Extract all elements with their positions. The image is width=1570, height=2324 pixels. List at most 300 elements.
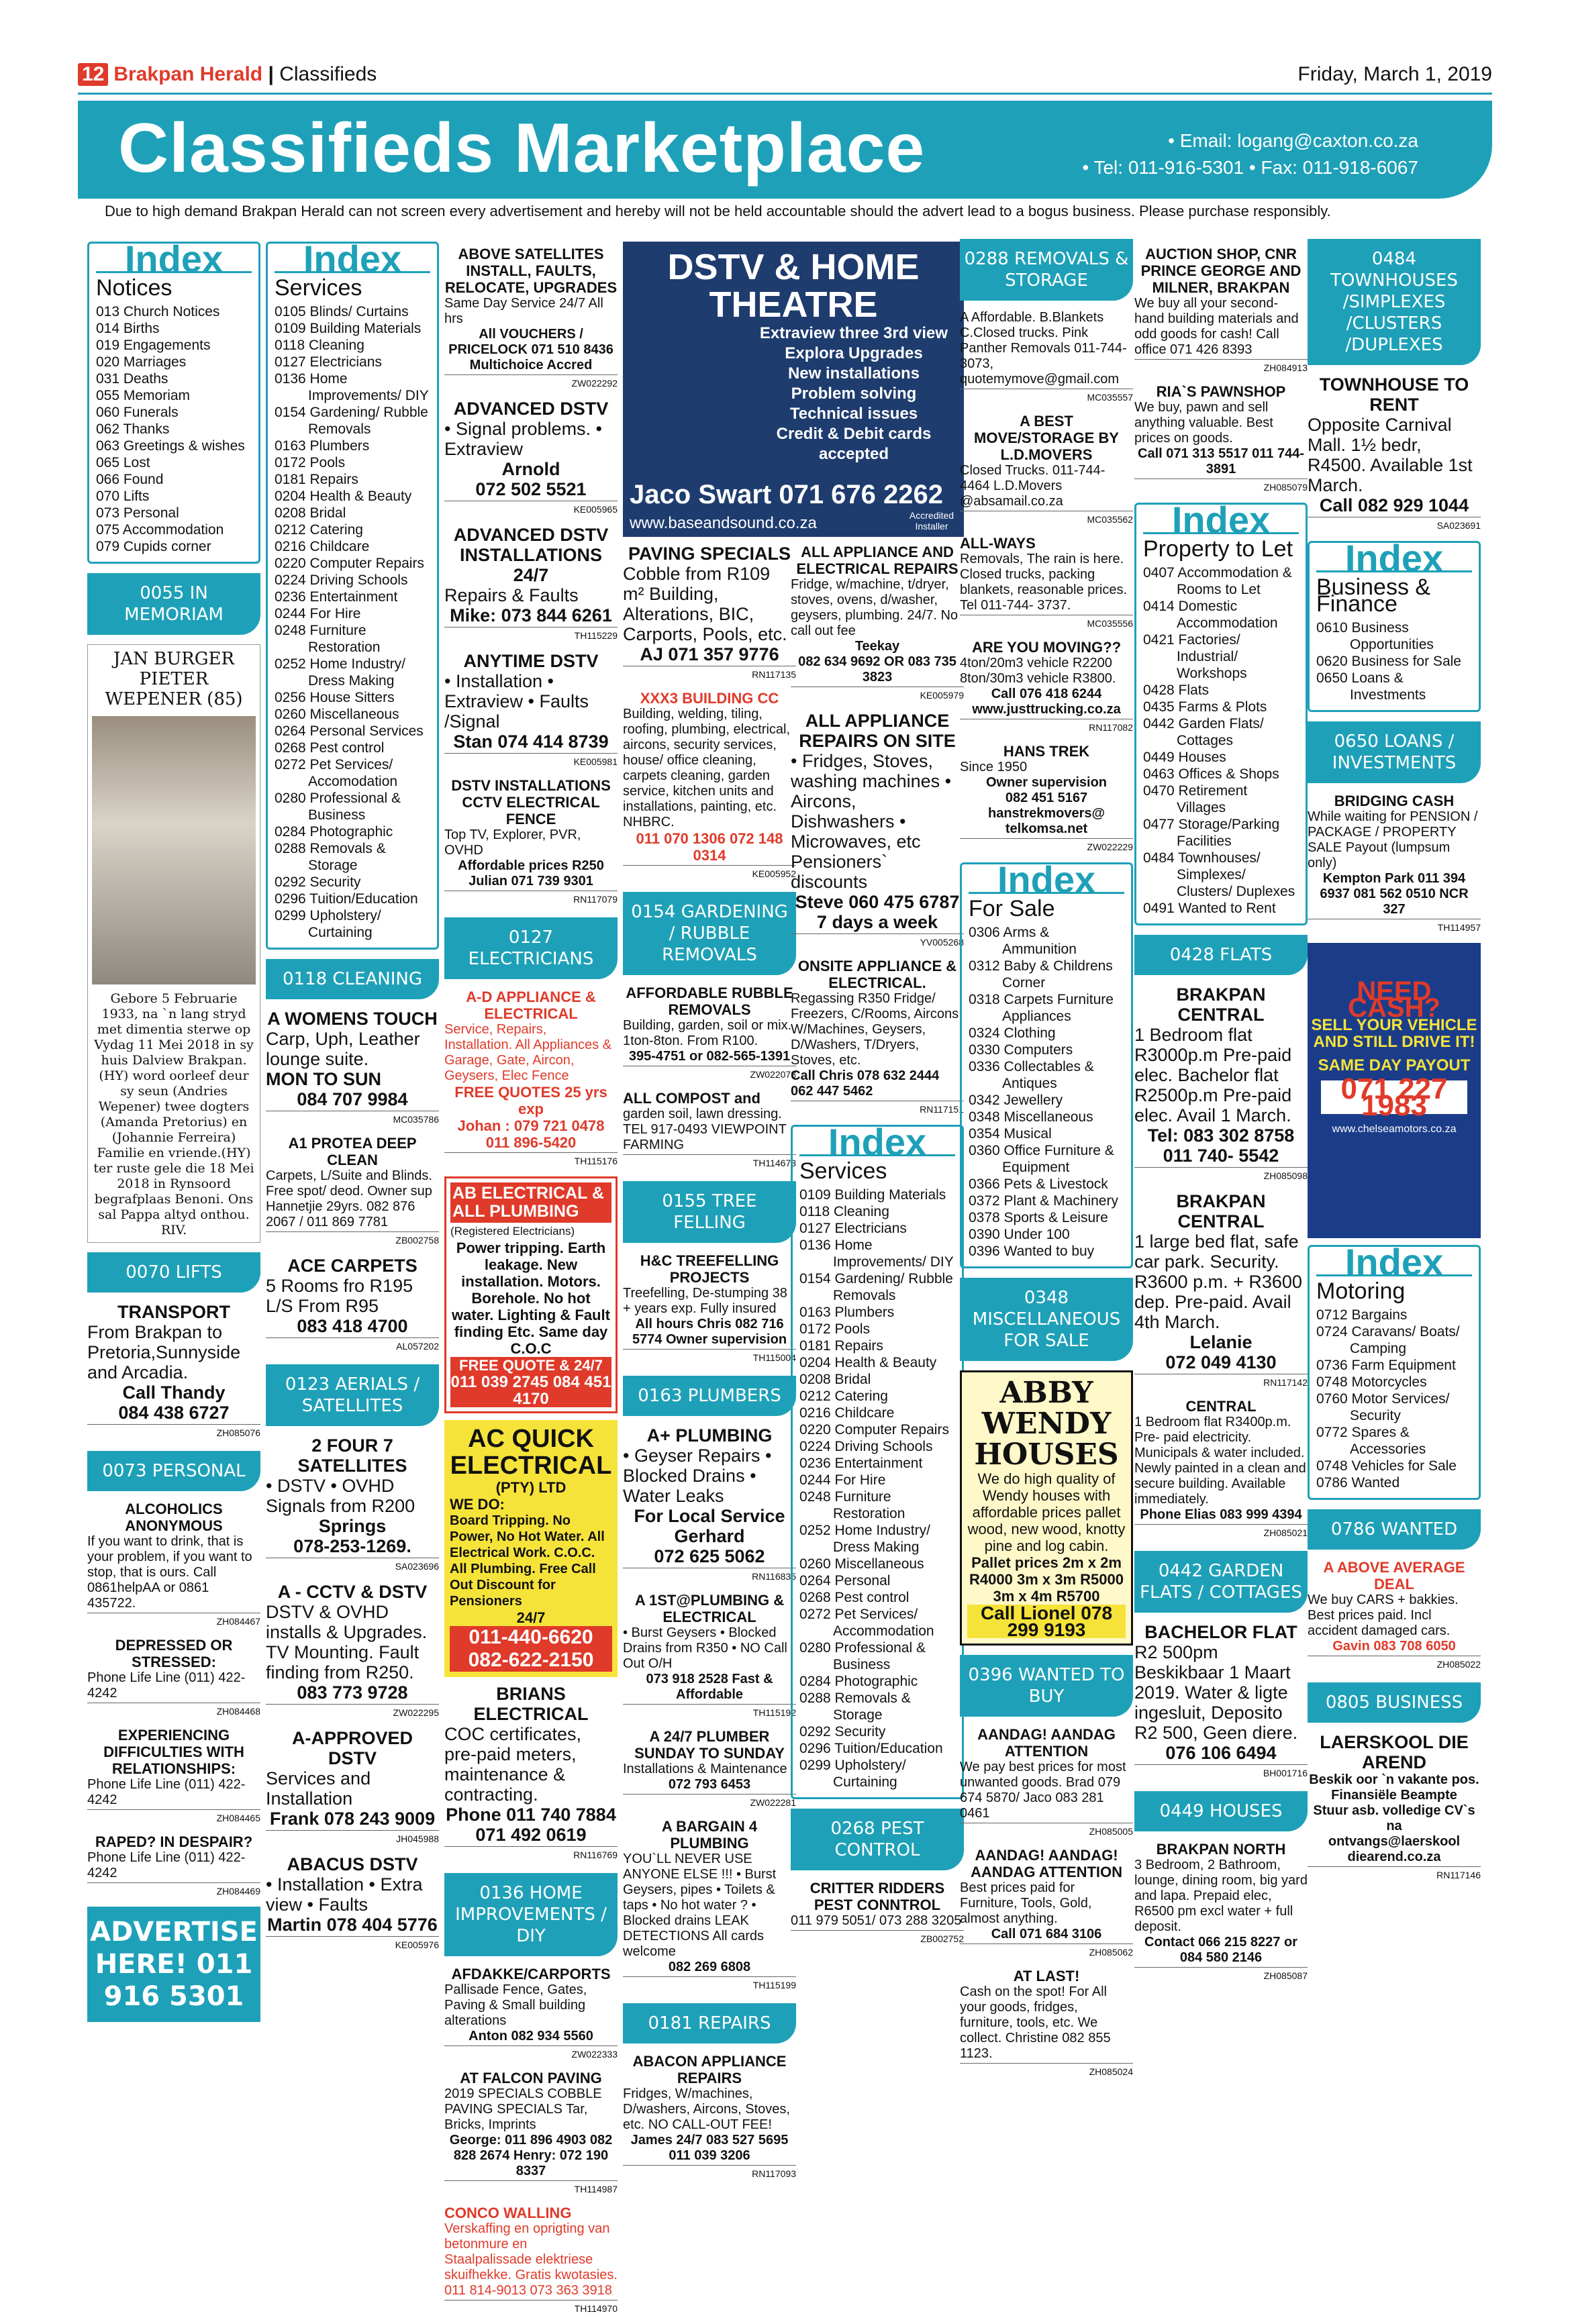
index-item[interactable]: 0105 Blinds/ Curtains — [275, 304, 409, 319]
index-item[interactable]: 0378 Sports & Leisure — [969, 1210, 1108, 1225]
ad-ref: TH115176 — [444, 1152, 618, 1170]
index-item[interactable]: 014 Births — [96, 321, 160, 336]
ad-phone: Tel: 083 302 8758 011 740- 5542 — [1147, 1125, 1295, 1166]
category-misc-for-sale[interactable]: 0348 MISCELLANEOUS FOR SALE — [960, 1278, 1133, 1361]
index-item[interactable]: 0236 Entertainment — [275, 589, 398, 605]
ad-protea — [266, 1135, 439, 1249]
index-item[interactable]: 0118 Cleaning — [799, 1204, 889, 1219]
category-repairs[interactable]: 0181 REPAIRS — [623, 2003, 796, 2043]
ad-url[interactable]: www.chelseamotors.co.za — [1332, 1123, 1457, 1135]
ad-title: ACE CARPETS — [287, 1256, 418, 1276]
ad-ref: RN117146 — [1308, 1866, 1481, 1884]
index-item[interactable]: 0292 Security — [275, 874, 361, 890]
ad-phone: 072 049 4130 — [1165, 1352, 1277, 1372]
index-for-sale — [960, 858, 1133, 1268]
index-item[interactable]: 0268 Pest control — [275, 740, 385, 756]
index-item[interactable]: 0212 Catering — [275, 522, 363, 538]
ad-ref: ZW022333 — [444, 2045, 618, 2063]
index-item[interactable]: 031 Deaths — [96, 371, 168, 387]
index-item[interactable]: 0772 Spares & Accessories — [1316, 1425, 1426, 1457]
index-services — [266, 238, 439, 950]
ad-body: Installations & Maintenance — [623, 1762, 787, 1776]
index-item[interactable]: 065 Lost — [96, 455, 150, 470]
category-lifts[interactable]: 0070 LIFTS — [87, 1252, 260, 1293]
ad-phone: Mike: 073 844 6261 — [450, 605, 612, 625]
index-item[interactable]: 0292 Security — [799, 1724, 886, 1739]
index-item[interactable]: 0712 Bargains — [1316, 1307, 1408, 1323]
ad-ref: ZW022292 — [444, 374, 618, 392]
index-item[interactable]: 019 Engagements — [96, 338, 211, 353]
category-plumbers[interactable]: 0163 PLUMBERS — [623, 1376, 796, 1416]
memoriam-name: JAN BURGER PIETER WEPENER (85) — [105, 649, 243, 709]
index-item[interactable]: 0610 Business Opportunities — [1316, 620, 1434, 652]
ad-title: A+ PLUMBING — [646, 1425, 773, 1446]
ad-title: ARE YOU MOVING?? — [971, 639, 1122, 656]
index-item[interactable]: 0296 Tuition/Education — [275, 891, 418, 907]
ad-ref: RN117142 — [1134, 1374, 1308, 1391]
index-item[interactable]: 0284 Photographic — [275, 824, 393, 840]
ad-abby-wendy — [960, 1370, 1133, 1646]
index-motoring-title: Motoring — [1316, 1278, 1406, 1304]
category-townhouses[interactable]: 0484 TOWNHOUSES /SIMPLEXES /CLUSTERS /DUPLEXES — [1308, 239, 1481, 365]
ad-ref: RN116769 — [444, 1846, 618, 1864]
ad-ref: RN117135 — [623, 666, 796, 683]
advertise-here-banner[interactable]: ADVERTISE HERE! 011 916 5301 — [87, 1907, 260, 2022]
index-item[interactable]: 0449 Houses — [1143, 750, 1226, 765]
ad-url[interactable]: www.baseandsound.co.za — [630, 514, 817, 532]
ad-body: COC certificates, pre-paid meters, maintenance & contracting. — [444, 1724, 582, 1805]
ad-phone: George: 011 896 4903 082 828 2674 Henry: 072 190 8337 — [449, 2133, 613, 2178]
ad-body: Removals, The rain is here. Closed trucks, packing blankets, reasonable prices. Tel 011-744- 3737. — [960, 552, 1128, 613]
index-item[interactable]: 060 Funerals — [96, 405, 179, 420]
ad-email: ontvangs@laerskool diearend.co.za — [1328, 1834, 1461, 1864]
ad-phone: Call 082 929 1044 — [1319, 495, 1469, 515]
ad-cctv-dstv — [266, 1582, 439, 1721]
ad-ref: RN117082 — [960, 719, 1133, 736]
ad-dstv-home-theatre — [623, 242, 964, 537]
index-list — [1316, 619, 1472, 703]
ad-body: 5 Rooms fro R195 L/S From R95 — [266, 1276, 413, 1316]
index-item[interactable]: 0650 Loans & Investments — [1316, 670, 1426, 703]
ad-chelsea-motors — [1308, 943, 1481, 1238]
ad-treefelling — [623, 1252, 796, 1366]
ad-prices: Pallet prices 2m x 2m R4000 3m x 3m R5000 3m x 4m R5700 — [969, 1554, 1124, 1605]
ad-ref: TH115199 — [623, 1976, 796, 1994]
ad-body: Since 1950 — [960, 760, 1028, 774]
ad-body: Repairs & Faults — [444, 585, 579, 605]
ad-ac-quick — [444, 1420, 618, 1677]
ad-phone: AJ 071 357 9776 — [640, 644, 779, 664]
index-item[interactable]: 0248 Furniture Restoration — [799, 1489, 905, 1521]
ad-title: XXX3 BUILDING CC — [640, 690, 779, 707]
ad-phone: Contact 066 215 8227 or 084 580 2146 — [1144, 1935, 1297, 1965]
index-item[interactable]: 0786 Wanted — [1316, 1475, 1400, 1491]
ad-contact: Arnold — [501, 459, 560, 479]
ad-body: We pay best prices for most unwanted goods. Brad 079 674 5870/ Jaco 083 281 0461 — [960, 1760, 1126, 1821]
index-item[interactable]: 0220 Computer Repairs — [275, 556, 424, 571]
ad-phone: Steve 060 475 6787 7 days a week — [795, 892, 960, 932]
ad-body: 4ton/20m3 vehicle R2200 8ton/30m3 vehicle R3800. — [960, 656, 1116, 686]
page-number: 12 — [78, 63, 108, 86]
index-item[interactable]: 0272 Pet Services/ Accommodation — [799, 1607, 934, 1639]
ad-contact: Springs — [318, 1516, 387, 1536]
ad-title: DSTV INSTALLATIONS CCTV ELECTRICAL FENCE — [451, 777, 611, 827]
index-item[interactable]: 0236 Entertainment — [799, 1456, 923, 1471]
ad-townhouse — [1308, 374, 1481, 534]
ad-phone: Anton 082 934 5560 — [469, 2029, 593, 2043]
ad-body: garden soil, lawn dressing. TEL 917-0493 VIEWPOINT FARMING — [623, 1107, 787, 1152]
index-heading: Index — [1316, 550, 1472, 572]
index-item[interactable]: 0342 Jewellery — [969, 1093, 1063, 1108]
ad-phone: Call Lionel 078 299 9193 — [967, 1605, 1126, 1638]
ad-contact: All VOUCHERS / PRICELOCK 071 510 8436 — [448, 327, 614, 357]
ad-body: While waiting for PENSION / PACKAGE / PROPERTY SALE Payout (lumpsum only) — [1308, 809, 1478, 870]
index-item[interactable]: 0244 For Hire — [275, 606, 361, 621]
ad-title: A Affordable. B.Blankets — [960, 310, 1104, 325]
ad-title: BRIDGING CASH — [1334, 793, 1455, 809]
index-item[interactable]: 0204 Health & Beauty — [799, 1355, 937, 1370]
index-item[interactable]: 0181 Repairs — [799, 1338, 883, 1354]
index-item[interactable]: 0484 Townhouses/ Simplexes/ Clusters/ Duplexes — [1143, 850, 1295, 899]
index-property-title: Property to Let — [1143, 536, 1293, 562]
ad-contact: Lelanie — [1189, 1332, 1253, 1352]
ad-body: Services and Installation — [266, 1768, 371, 1809]
category-cleaning[interactable]: 0118 CLEANING — [266, 959, 439, 999]
index-item[interactable]: 0136 Home Improvements/ DIY — [799, 1237, 954, 1270]
ad-contact: MON TO SUN — [266, 1069, 382, 1089]
ad-ref: TH115229 — [444, 627, 618, 644]
index-item[interactable]: 0348 Miscellaneous — [969, 1109, 1093, 1125]
category-tree-felling[interactable]: 0155 TREE FELLING — [623, 1181, 796, 1243]
ad-body: From Brakpan to Pretoria,Sunnyside and Arcadia. — [87, 1322, 241, 1382]
category-removals[interactable]: 0288 REMOVALS & STORAGE — [960, 239, 1133, 301]
ad-body: Pallisade Fence, Gates, Paving & Small building alterations — [444, 1982, 587, 2028]
category-electricians[interactable]: 0127 ELECTRICIANS — [444, 917, 618, 979]
index-item[interactable]: 0172 Pools — [275, 455, 346, 470]
index-item[interactable]: 0748 Vehicles for Sale — [1316, 1458, 1457, 1474]
ad-ref: KE005965 — [444, 501, 618, 518]
ad-brakpan-central-1 — [1134, 984, 1308, 1184]
ad-dstv-installations — [444, 777, 618, 908]
index-item[interactable]: 0181 Repairs — [275, 472, 358, 487]
category-loans[interactable]: 0650 LOANS / INVESTMENTS — [1308, 721, 1481, 783]
banner-email[interactable]: • Email: logang@caxton.co.za — [1168, 130, 1418, 151]
index-item[interactable]: 0477 Storage/Parking Facilities — [1143, 817, 1280, 849]
memoriam-text: Gebore 5 Februarie 1933, na `n lang stryd met dimentia sterwe op Vydag 11 Mei 2018 in sy huis Dalview Brakpan. (HY) word oorleef deur sy seun (Andries Wepener) twee dogters (Amanda Pretorius) en (Johannie Ferreira) Familie en vriende.(HY) ter ruste gele die 18 Mei 2018 in Rynsoord begrafplaas Benoni. Ons sal Pappa altyd onthou. RIV. — [93, 991, 254, 1237]
index-item[interactable]: 0252 Home Industry/ Dress Making — [275, 656, 405, 689]
index-item[interactable]: 066 Found — [96, 472, 164, 487]
index-item[interactable]: 0109 Building Materials — [275, 321, 422, 336]
ad-brakpan-central-2 — [1134, 1191, 1308, 1391]
ad-title: BRIANS ELECTRICAL — [473, 1684, 589, 1724]
category-flats[interactable]: 0428 FLATS — [1134, 935, 1308, 975]
index-item[interactable]: 0204 Health & Beauty — [275, 489, 412, 504]
index-item[interactable]: 0354 Musical — [969, 1126, 1052, 1142]
ad-title: A ABOVE AVERAGE DEAL — [1323, 1559, 1465, 1593]
ad-phone: Frank 078 243 9009 — [269, 1809, 436, 1829]
index-item[interactable]: 0360 Office Furniture & Equipment — [969, 1143, 1114, 1175]
ad-contact: SAME DAY PAYOUT — [1318, 1056, 1471, 1074]
index-item[interactable]: 0154 Gardening/ Rubble Removals — [275, 405, 428, 437]
index-item[interactable]: 0312 Baby & Childrens Corner — [969, 958, 1113, 991]
category-home-improvements[interactable]: 0136 HOME IMPROVEMENTS / DIY — [444, 1873, 618, 1956]
index-motoring — [1308, 1241, 1481, 1500]
index-item[interactable]: 0442 Garden Flats/ Cottages — [1143, 716, 1264, 748]
index-item[interactable]: 0324 Clothing — [969, 1025, 1056, 1041]
index-item[interactable]: 0330 Computers — [969, 1042, 1073, 1058]
ad-approved-dstv — [266, 1728, 439, 1848]
index-item[interactable]: 0216 Childcare — [275, 539, 370, 554]
index-item[interactable]: 0372 Plant & Machinery — [969, 1193, 1118, 1209]
index-item[interactable]: 0491 Wanted to Rent — [1143, 901, 1276, 916]
ad-body: Phone Life Line (011) 422-4242 — [87, 1850, 246, 1880]
index-item[interactable]: 013 Church Notices — [96, 304, 220, 319]
index-business-title: Business & Finance — [1316, 574, 1431, 617]
ad-contact: Stuur asb. volledige CV`s na — [1313, 1803, 1475, 1833]
index-item[interactable]: 0208 Bridal — [799, 1372, 871, 1387]
index-item[interactable]: 0220 Computer Repairs — [799, 1422, 949, 1437]
ad-ref: YV005268 — [791, 933, 964, 951]
index-item[interactable]: 0414 Domestic Accommodation — [1143, 599, 1278, 631]
index-property — [1134, 499, 1308, 925]
index-item[interactable]: 0224 Driving Schools — [275, 572, 408, 588]
ad-title: A-APPROVED DSTV — [291, 1728, 413, 1768]
ad-ref: ZW022281 — [623, 1794, 796, 1811]
category-garden-flats[interactable]: 0442 GARDEN FLATS / COTTAGES — [1134, 1551, 1308, 1613]
ad-ref: ZB002752 — [791, 1930, 964, 1948]
index-item[interactable]: 0260 Miscellaneous — [799, 1556, 924, 1572]
index-item[interactable]: 070 Lifts — [96, 489, 150, 504]
index-item[interactable]: 0256 House Sitters — [275, 690, 395, 705]
ad-title: A - CCTV & DSTV — [277, 1582, 428, 1602]
category-personal[interactable]: 0073 PERSONAL — [87, 1451, 260, 1491]
ad-title: CONCO WALLING — [444, 2205, 572, 2221]
ad-all-ways — [960, 535, 1133, 632]
ad-contact: Owner supervision — [985, 775, 1108, 790]
ad-ref: TH115004 — [623, 1349, 796, 1366]
ad-ref: ZH085076 — [87, 1424, 260, 1442]
index-item[interactable]: 0136 Home Improvements/ DIY — [275, 371, 429, 403]
ad-phone: Stan 074 414 8739 — [453, 731, 609, 752]
index-item[interactable]: 0284 Photographic — [799, 1674, 918, 1689]
ad-title: RAPED? IN DESPAIR? — [95, 1833, 253, 1850]
category-pest-control[interactable]: 0268 PEST CONTROL — [791, 1809, 964, 1870]
ad-at-last — [960, 1968, 1133, 2080]
index-item[interactable]: 0318 Carpets Furniture Appliances — [969, 992, 1114, 1024]
index-list — [275, 303, 430, 941]
category-business[interactable]: 0805 BUSINESS — [1308, 1682, 1481, 1723]
index-item[interactable]: 0163 Plumbers — [275, 438, 370, 454]
ad-phone: Phone 011 740 7884 071 492 0619 — [446, 1805, 616, 1845]
dstv-line: Technical issues — [789, 405, 918, 423]
ad-ref: RN116835 — [623, 1568, 796, 1585]
ad-ace-carpets — [266, 1256, 439, 1355]
ad-phone: Call 071 684 3106 — [991, 1927, 1102, 1941]
ad-above-satellites — [444, 246, 618, 392]
ad-body: Building, welding, tiling, roofing, plumbing, electrical, aircons, security services, house/ office cleaning, carpets cleaning, garden service, kitchen units and installations, painting, etc. NHBRC. — [623, 707, 791, 829]
index-item[interactable]: 0366 Pets & Livestock — [969, 1176, 1108, 1192]
index-item[interactable]: 0172 Pools — [799, 1321, 871, 1337]
ad-phone: 076 106 6494 — [1165, 1743, 1277, 1763]
ad-ref: KE005979 — [791, 687, 964, 704]
index-item[interactable]: 0272 Pet Services/ Accomodation — [275, 757, 398, 789]
ad-body: Phone Life Line (011) 422-4242 — [87, 1670, 246, 1701]
ad-body: YOU`LL NEVER USE ANYONE ELSE !!! • Burst Geysers, pipes • Toilets & taps • No hot water ? • Blocked drains LEAK DETECTIONS All cards welcome — [623, 1852, 777, 1959]
ad-contact: Teekay — [854, 639, 900, 654]
ad-ref: TH115192 — [623, 1704, 796, 1721]
ad-brians — [444, 1684, 618, 1864]
index-item[interactable]: 0264 Personal — [799, 1573, 891, 1588]
index-item[interactable]: 0306 Arms & Ammunition — [969, 925, 1077, 957]
dstv-line: New installations — [787, 364, 920, 383]
ad-body: Closed Trucks. 011-744-4464 L.D.Movers @absamail.co.za — [960, 463, 1106, 509]
index-item[interactable]: 0288 Removals & Storage — [799, 1690, 911, 1723]
index-item[interactable]: 0163 Plumbers — [799, 1305, 895, 1320]
ad-ref: TH114987 — [444, 2180, 618, 2198]
ad-title: ABBY WENDY HOUSES — [974, 1376, 1119, 1472]
ad-ref: ZH084468 — [87, 1703, 260, 1720]
index-item[interactable]: 0736 Farm Equipment — [1316, 1358, 1456, 1373]
ad-ref: TH114957 — [1308, 919, 1481, 936]
banner-tel: • Tel: 011-916-5301 • Fax: 011-918-6067 — [1082, 157, 1418, 178]
index-item[interactable]: 0260 Miscellaneous — [275, 707, 399, 722]
disclaimer: Due to high demand Brakpan Herald can not screen every advertisement and hereby will not be held accountable should the advert lead to a bogus business. Please purchase responsibly. — [105, 203, 1331, 219]
index-item[interactable]: 0252 Home Industry/ Dress Making — [799, 1523, 930, 1555]
ad-phone: 011 039 2745 084 451 4170 — [450, 1373, 611, 1408]
index-item[interactable]: 0421 Factories/ Industrial/ Workshops — [1143, 632, 1247, 681]
column-6 — [960, 239, 1133, 2087]
index-item[interactable]: 073 Personal — [96, 505, 179, 521]
ad-ref: RN117079 — [444, 891, 618, 908]
index-item[interactable]: 0620 Business for Sale — [1316, 654, 1461, 669]
index-item[interactable]: 0212 Catering — [799, 1388, 888, 1404]
ad-phone: 082 451 5167 hanstrekmovers@ telkomsa.net — [987, 791, 1106, 836]
memoriam-ad — [87, 644, 260, 1243]
index-item[interactable]: 0109 Building Materials — [799, 1187, 946, 1203]
ad-ref: TH114970 — [444, 2300, 618, 2317]
ad-contact: 24/7 — [516, 1609, 546, 1626]
index-item[interactable]: 0264 Personal Services — [275, 723, 424, 739]
ad-ref: RN117093 — [623, 2165, 796, 2182]
index-notices-title: Notices — [96, 275, 173, 301]
index-item[interactable]: 0407 Accommodation & Rooms to Let — [1143, 565, 1292, 597]
index-item[interactable]: 0268 Pest control — [799, 1590, 910, 1605]
index-item[interactable]: 0760 Motor Services/ Security — [1316, 1391, 1450, 1423]
index-item[interactable]: 0127 Electricians — [799, 1221, 907, 1236]
ad-title: HANS TREK — [1003, 743, 1090, 760]
ad-xxx3 — [623, 690, 796, 882]
index-item[interactable]: 0390 Under 100 — [969, 1227, 1070, 1242]
index-item[interactable]: 0296 Tuition/Education — [799, 1741, 943, 1756]
index-item[interactable]: 0127 Electricians — [275, 354, 382, 370]
category-gardening[interactable]: 0154 GARDENING / RUBBLE REMOVALS — [623, 892, 796, 975]
ad-body: Verskaffing en oprigting van betonmure en Staalpalissade elektriese skuifhekke. Gratis kwotasies. 011 814-9013 073 363 3918 — [444, 2221, 618, 2298]
column-4 — [623, 537, 796, 2189]
ad-phone: Johan : 079 721 0478 011 896-5420 — [457, 1117, 605, 1151]
ad-title: ALL COMPOST and — [623, 1090, 761, 1107]
ad-rias-pawnshop — [1134, 383, 1308, 496]
ad-ref: KE005981 — [444, 753, 618, 770]
ad-appliance-onsite — [791, 711, 964, 951]
ad-ref: MC035786 — [266, 1111, 439, 1128]
ad-ad-appliance — [444, 989, 618, 1170]
ad-phone: Gavin 083 708 6050 — [1332, 1639, 1456, 1654]
ad-title: ALCOHOLICS ANONYMOUS — [125, 1501, 223, 1534]
index-item[interactable]: 0299 Upholstery/ Curtaining — [799, 1758, 906, 1790]
index-item[interactable]: 0280 Professional & Business — [799, 1640, 926, 1672]
ad-phone: 078-253-1269. — [293, 1536, 411, 1556]
ad-body: Regassing R350 Fridge/ Freezers, C/Rooms, Aircons, W/Machines, Geysers, D/Washers, T/Dryers, Stoves, etc. — [791, 991, 963, 1068]
ad-title: ALL APPLIANCE REPAIRS ON SITE — [799, 711, 956, 751]
index-item[interactable]: 0435 Farms & Plots — [1143, 699, 1267, 715]
category-wanted-to-buy[interactable]: 0396 WANTED TO BUY — [960, 1655, 1133, 1717]
ad-contact: For Local Service Gerhard — [634, 1506, 785, 1546]
ad-body: Same Day Service 24/7 All hrs — [444, 296, 603, 326]
ad-phone: Phone Elias 083 999 4394 — [1140, 1507, 1302, 1522]
index-item[interactable]: 0216 Childcare — [799, 1405, 895, 1421]
index-item[interactable]: 0336 Collectables & Antiques — [969, 1059, 1094, 1091]
index-item[interactable]: 0224 Driving Schools — [799, 1439, 933, 1454]
index-item[interactable]: 063 Greetings & wishes — [96, 438, 245, 454]
ad-title: AT FALCON PAVING — [460, 2070, 602, 2086]
index-item[interactable]: 0724 Caravans/ Boats/ Camping — [1316, 1324, 1460, 1356]
index-item[interactable]: 0118 Cleaning — [275, 338, 364, 353]
category-aerials[interactable]: 0123 AERIALS / SATELLITES — [266, 1364, 439, 1426]
index-item[interactable]: 0463 Offices & Shops — [1143, 766, 1279, 782]
index-item[interactable]: 0288 Removals & Storage — [275, 841, 386, 873]
ad-relationships — [87, 1727, 260, 1827]
ad-contact: All hours Chris 082 716 5774 Owner supervision — [632, 1317, 787, 1347]
ad-title: A WOMENS TOUCH — [267, 1009, 438, 1029]
category-in-memoriam[interactable]: 0055 IN MEMORIAM — [87, 573, 260, 635]
index-item[interactable]: 0428 Flats — [1143, 683, 1210, 698]
ad-womens-touch — [266, 1009, 439, 1128]
index-item[interactable]: 0470 Retirement Villages — [1143, 783, 1248, 815]
index-item[interactable]: 055 Memoriam — [96, 388, 191, 403]
ad-contact: FREE QUOTES 25 yrs exp — [454, 1084, 607, 1117]
ad-contact: FREE QUOTE & 24/7 — [450, 1357, 611, 1374]
index-item[interactable]: 0396 Wanted to buy — [969, 1244, 1095, 1259]
ad-body: Fridges, W/machines, D/washers, Aircons, Stoves, etc. NO CALL-OUT FEE! — [623, 2086, 790, 2132]
ad-title: BRAKPAN CENTRAL — [1176, 984, 1266, 1025]
ad-phone: 084 707 9984 — [297, 1089, 408, 1109]
category-houses[interactable]: 0449 HOUSES — [1134, 1791, 1308, 1831]
ad-title: H&C TREEFELLING PROJECTS — [640, 1252, 779, 1286]
ad-title: BRAKPAN CENTRAL — [1176, 1191, 1266, 1231]
ad-ref: KE005976 — [266, 1936, 439, 1954]
index-item[interactable]: 0154 Gardening/ Rubble Removals — [799, 1271, 953, 1303]
index-item[interactable]: 0208 Bridal — [275, 505, 346, 521]
index-item[interactable]: 020 Marriages — [96, 354, 187, 370]
index-item[interactable]: 062 Thanks — [96, 421, 170, 437]
index-notices — [87, 238, 260, 564]
index-item[interactable]: 0244 For Hire — [799, 1472, 886, 1488]
ad-body: If you want to drink, that is your problem, if you want to stop, that is ours. Call 0861helpAA or 0861 435722. — [87, 1534, 252, 1611]
page-header-left: 12 Brakpan Herald | Classifieds — [78, 63, 377, 86]
ad-body: DSTV & OVHD installs & Upgrades. TV Mounting. Fault finding from R250. — [266, 1602, 428, 1682]
ad-title: A 1ST@PLUMBING & ELECTRICAL — [634, 1592, 785, 1625]
index-item[interactable]: 0248 Furniture Restoration — [275, 623, 381, 655]
index-item[interactable]: 079 Cupids corner — [96, 539, 211, 554]
category-wanted[interactable]: 0786 WANTED — [1308, 1509, 1481, 1550]
index-item[interactable]: 075 Accommodation — [96, 522, 224, 538]
ad-ref: ZW022078 — [623, 1066, 796, 1083]
ad-phone: James 24/7 083 527 5695 011 039 3206 — [630, 2133, 789, 2163]
index-item[interactable]: 0748 Motorcycles — [1316, 1374, 1427, 1390]
ad-ref: ZH085087 — [1134, 1967, 1308, 1984]
index-item[interactable]: 0280 Professional & Business — [275, 791, 401, 823]
index-item[interactable]: 0299 Upholstery/ Curtaining — [275, 908, 381, 940]
